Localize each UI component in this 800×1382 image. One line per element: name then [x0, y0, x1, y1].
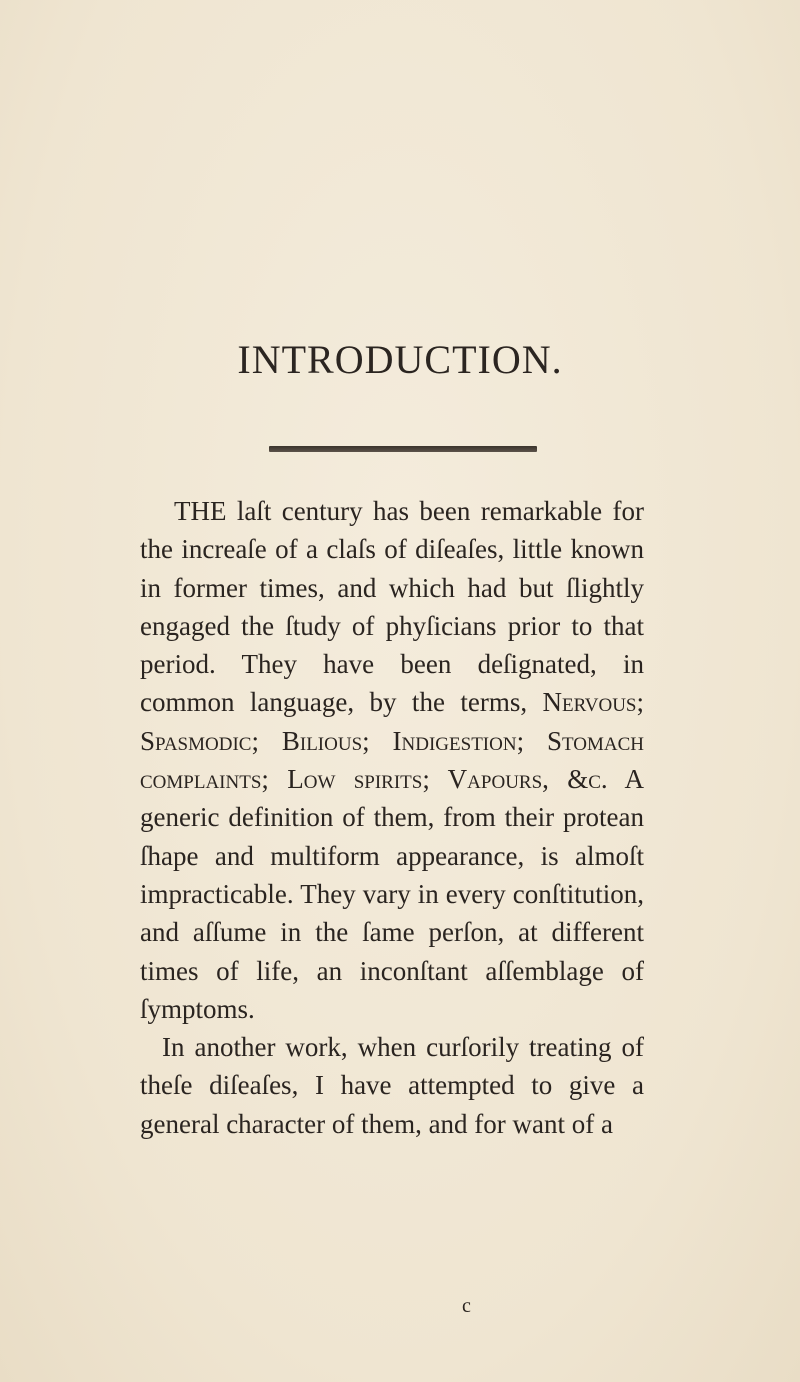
signature-mark: c — [462, 1295, 471, 1317]
chapter-heading: INTRODUCTION. — [237, 337, 563, 382]
body-text — [140, 492, 644, 1143]
paragraph-1 — [140, 492, 644, 1028]
paragraph-2: In another work, when curſorily treating of theſe diſeaſes, I have attempted to give a general character of them, and for want of a — [140, 1032, 644, 1139]
disease-terms: Nervous; Spasmodic; Bilious; Indigestion; Stomach complaints; Low spirits; Vapours, &c. — [140, 687, 644, 795]
paragraph-1-part-1: THE laſt century has been remarkable for the increaſe of a claſs of diſeaſes, little known in former times, and which had but ſlightly engaged the ſtudy of phyſicians prior to that period. They have been deſignated, in common language, by the terms, — [140, 496, 644, 718]
paragraph-1-part-2: A generic definition of them, from their protean ſhape and multiform appearance, is almoſt impracticable. They vary in every conſtitution, and aſſume in the ſame perſon, at different times of life, an inconſtant aſſemblage of ſymptoms. — [140, 764, 644, 1024]
heading-rule — [269, 446, 537, 452]
